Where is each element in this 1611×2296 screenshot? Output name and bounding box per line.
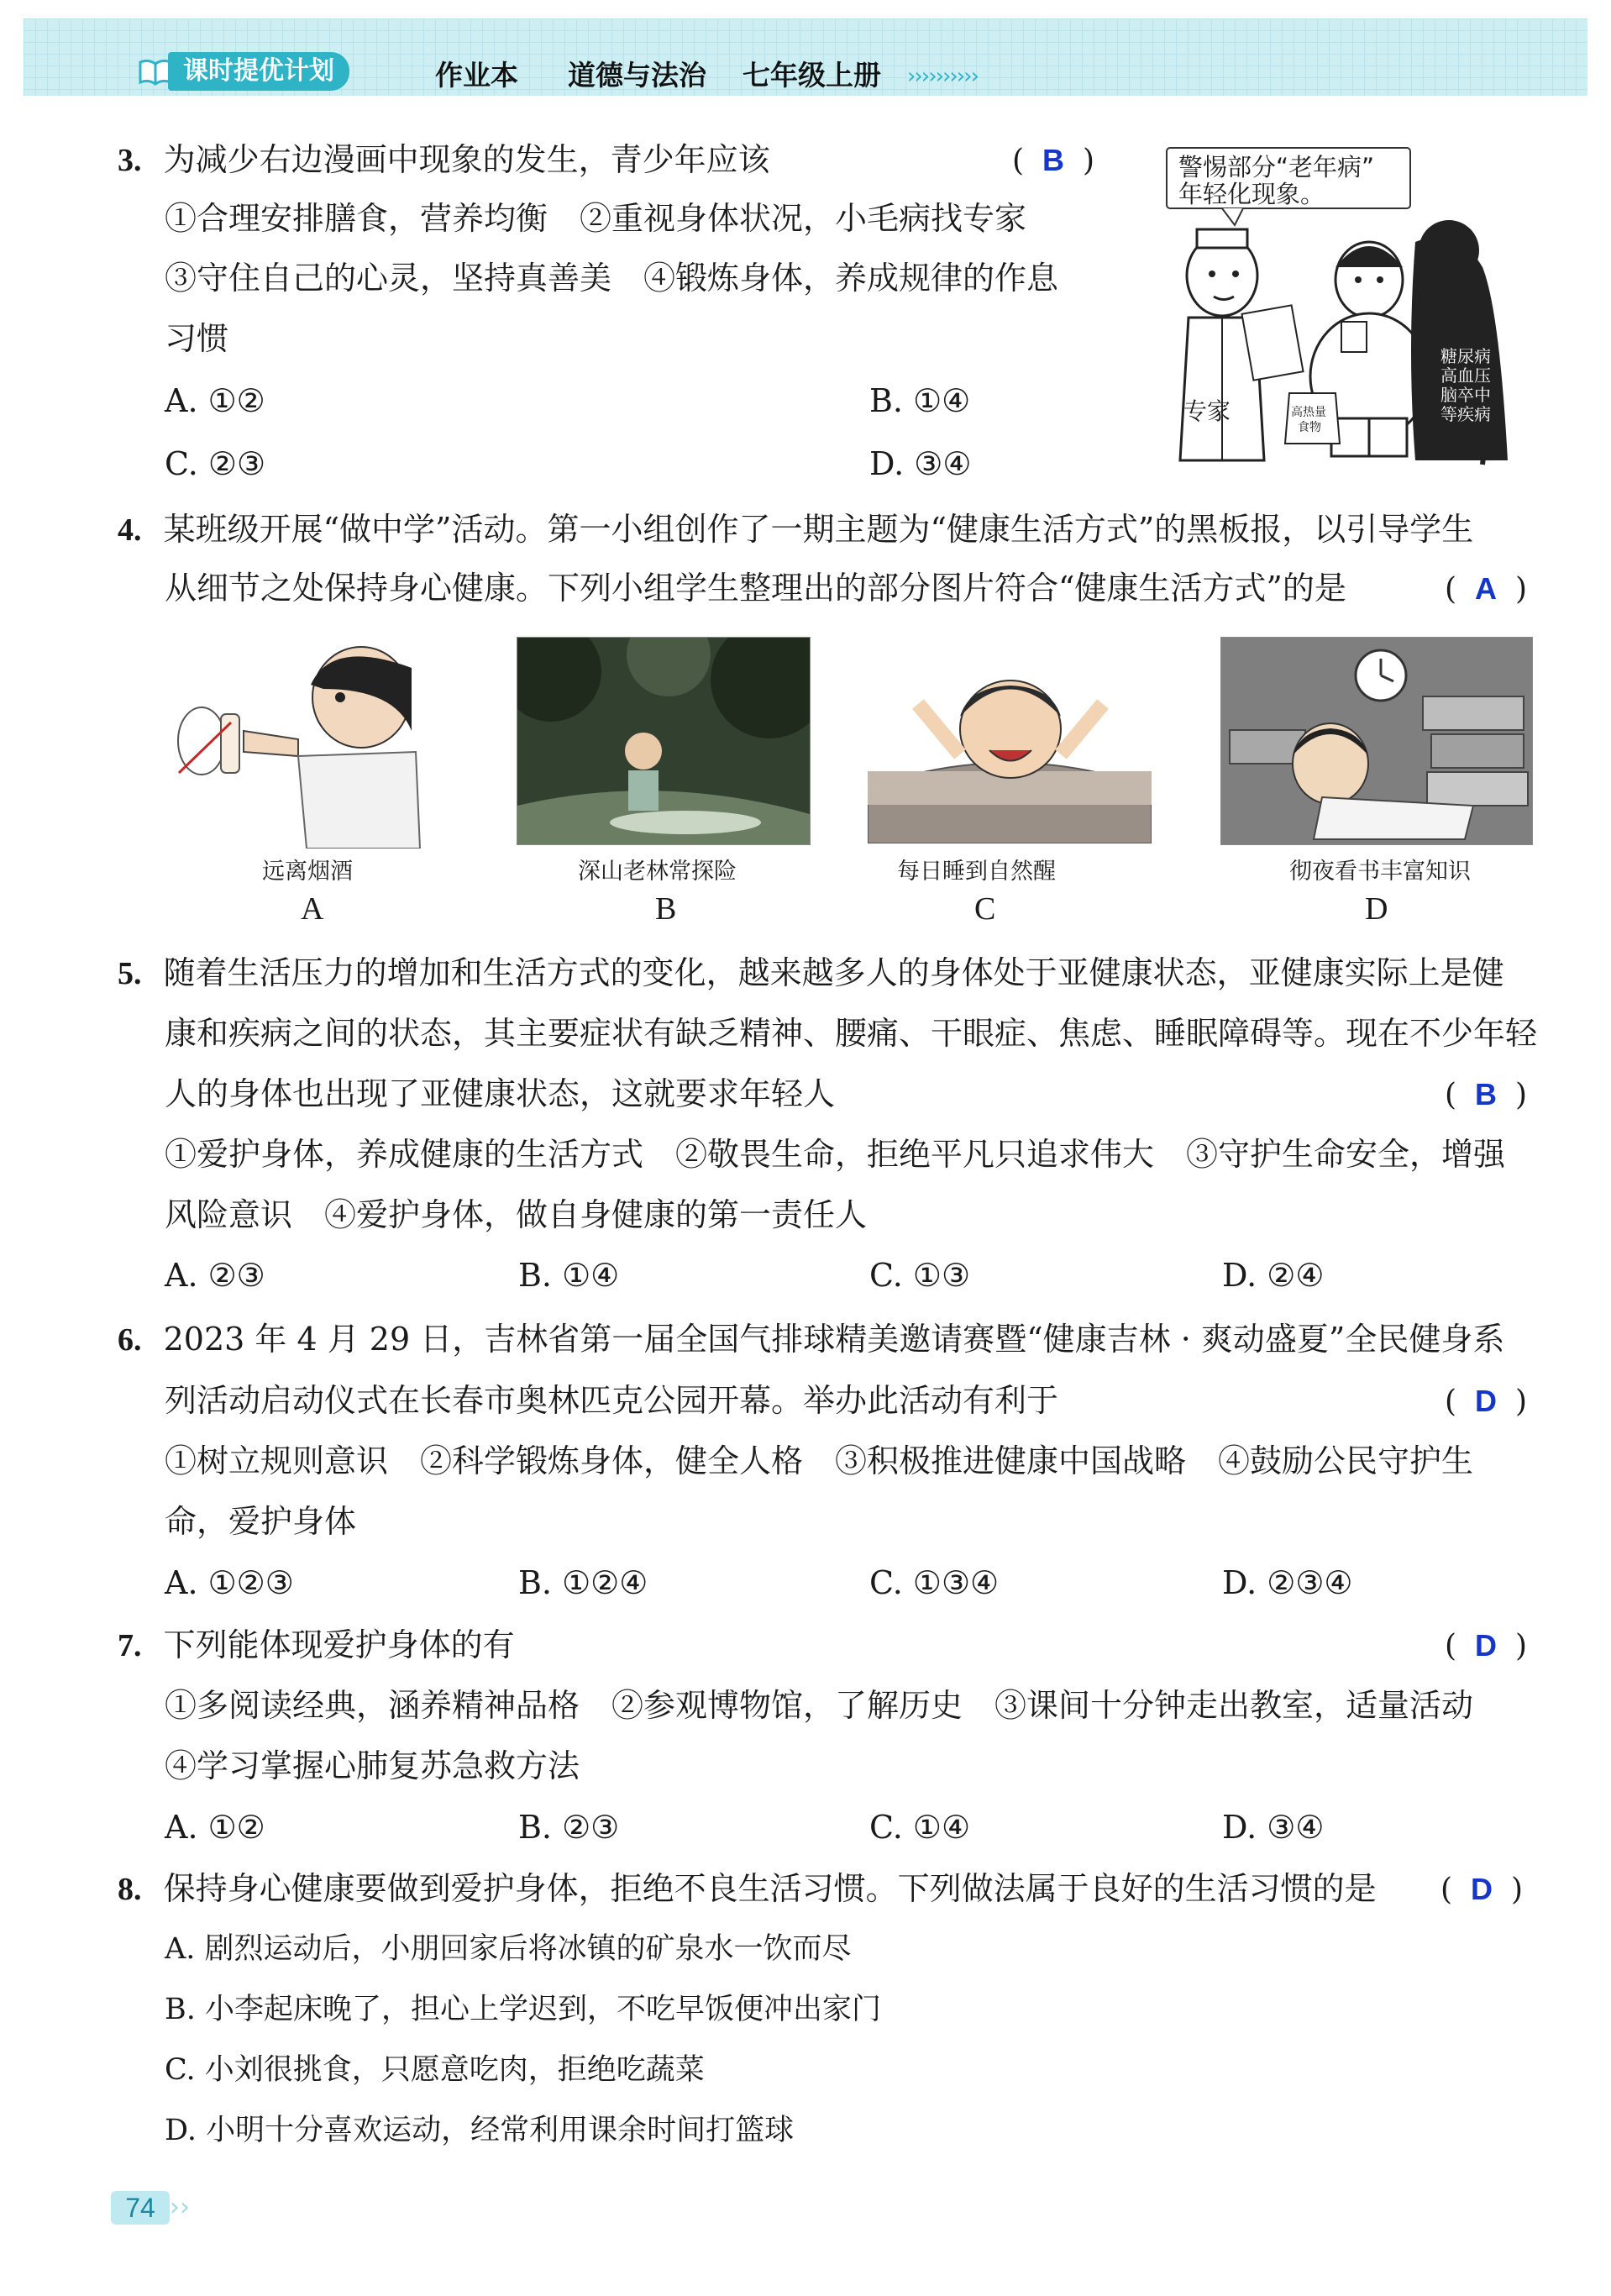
q4-stem-2: 从细节之处保持身心健康。下列小组学生整理出的部分图片符合“健康生活方式”的是 bbox=[165, 570, 1346, 607]
q7-number: 7. bbox=[118, 1628, 142, 1663]
pic-d-letter[interactable]: D bbox=[1365, 891, 1388, 927]
cartoon-bubble-line2: 年轻化现象。 bbox=[1178, 180, 1325, 208]
q7-option-c[interactable]: C. ①④ bbox=[869, 1809, 971, 1846]
cartoon-bag-label1: 高热量 bbox=[1291, 406, 1326, 419]
q6-statements-1: ①树立规则意识 ②科学锻炼身体，健全人格 ③积极推进健康中国战略 ④鼓励公民守护生 bbox=[165, 1442, 1474, 1479]
q5-line1 bbox=[118, 954, 1504, 992]
pic-b-caption: 深山老林常探险 bbox=[578, 859, 737, 885]
page-number-chevron-icon: ›› bbox=[170, 2193, 190, 2222]
q7-statements-2: ④学习掌握心肺复苏急救方法 bbox=[165, 1747, 580, 1784]
cartoon-expert-label: 专家 bbox=[1183, 397, 1231, 425]
pic-b-letter[interactable]: B bbox=[655, 891, 677, 927]
q6-number: 6. bbox=[118, 1322, 142, 1358]
q7-option-d[interactable]: D. ③④ bbox=[1222, 1809, 1325, 1846]
q6-answer: D bbox=[1475, 1384, 1498, 1418]
q6-option-d[interactable]: D. ②③④ bbox=[1222, 1564, 1353, 1601]
q6-stem-2: 列活动启动仪式在长春市奥林匹克公园开幕。举办此活动有利于 bbox=[165, 1382, 1059, 1419]
cartoon-bag-label2: 食物 bbox=[1298, 421, 1321, 434]
cartoon-disease-3: 脑卒中 bbox=[1440, 385, 1491, 405]
pic-d-frame bbox=[1220, 637, 1533, 845]
q4-stem-1: 某班级开展“做中学”活动。第一小组创作了一期主题为“健康生活方式”的黑板报，以引导学生 bbox=[163, 511, 1474, 548]
q5-answer: B bbox=[1475, 1077, 1498, 1111]
q7-option-a[interactable]: A. ①② bbox=[165, 1809, 265, 1846]
q3-number: 3. bbox=[118, 143, 142, 178]
cartoon-disease-2: 高血压 bbox=[1440, 365, 1491, 386]
q7-statements-1: ①多阅读经典，涵养精神品格 ②参观博物馆，了解历史 ③课间十分钟走出教室，适量活动 bbox=[165, 1687, 1474, 1724]
q4-line1 bbox=[118, 511, 1473, 549]
subject: 道德与法治 bbox=[568, 59, 706, 92]
q8-stem: 保持身心健康要做到爱护身体，拒绝不良生活习惯。下列做法属于良好的生活习惯的是 bbox=[163, 1870, 1377, 1907]
pic-a-letter[interactable]: A bbox=[301, 891, 324, 927]
q6-answer-box: ( D ) bbox=[1445, 1384, 1528, 1419]
pic-c-letter[interactable]: C bbox=[974, 891, 996, 927]
q7-answer-box: ( D ) bbox=[1445, 1628, 1528, 1663]
q5-option-d[interactable]: D. ②④ bbox=[1222, 1257, 1325, 1294]
pic-c-frame bbox=[868, 637, 1152, 843]
q6-stem-1: 2023 年 4 月 29 日，吉林省第一届全国气排球精美邀请赛暨“健康吉林 · 爽动盛夏”全民健身系 bbox=[163, 1321, 1505, 1358]
q7-answer: D bbox=[1475, 1628, 1498, 1663]
q8-answer-box: ( D ) bbox=[1440, 1872, 1524, 1907]
q7-line1 bbox=[118, 1626, 515, 1664]
q8-option-b[interactable]: B. 小李起床晚了，担心上学迟到，不吃早饭便冲出家门 bbox=[165, 1993, 881, 2026]
pic-a-drawing bbox=[172, 638, 449, 849]
q8-answer: D bbox=[1471, 1872, 1493, 1906]
open-book-icon bbox=[139, 57, 172, 86]
q6-statements-2: 命，爱护身体 bbox=[165, 1503, 357, 1540]
q3-stem-line bbox=[118, 141, 770, 179]
q4-answer-box: ( A ) bbox=[1445, 571, 1528, 607]
q6-option-b[interactable]: B. ①②④ bbox=[518, 1564, 648, 1601]
q5-option-c[interactable]: C. ①③ bbox=[869, 1257, 971, 1294]
q6-option-c[interactable]: C. ①③④ bbox=[869, 1564, 1000, 1601]
q3-statements-3: 习惯 bbox=[165, 320, 229, 357]
q5-stem-1: 随着生活压力的增加和生活方式的变化，越来越多人的身体处于亚健康状态，亚健康实际上是健 bbox=[163, 954, 1504, 991]
q7-option-b[interactable]: B. ②③ bbox=[518, 1809, 620, 1846]
cartoon-disease-4: 等疾病 bbox=[1440, 404, 1491, 424]
q8-number: 8. bbox=[118, 1872, 142, 1907]
book-type: 作业本 bbox=[435, 59, 518, 92]
q8-option-d[interactable]: D. 小明十分喜欢运动，经常利用课余时间打篮球 bbox=[165, 2114, 795, 2147]
q4-answer: A bbox=[1475, 571, 1498, 606]
brand-label: 课时提优计划 bbox=[168, 52, 349, 91]
pic-a-caption: 远离烟酒 bbox=[262, 859, 353, 885]
q5-statements-1: ①爱护身体，养成健康的生活方式 ②敬畏生命，拒绝平凡只追求伟大 ③守护生命安全，增强 bbox=[165, 1136, 1506, 1173]
pic-d-drawing bbox=[1221, 638, 1532, 844]
q6-line1 bbox=[118, 1321, 1504, 1358]
pic-c-caption: 每日睡到自然醒 bbox=[897, 859, 1056, 885]
q5-statements-2: 风险意识 ④爱护身体，做自身健康的第一责任人 bbox=[165, 1196, 868, 1233]
q3-stem: 为减少右边漫画中现象的发生，青少年应该 bbox=[163, 141, 770, 178]
q5-option-b[interactable]: B. ①④ bbox=[518, 1257, 620, 1294]
cartoon-bubble-line1: 警惕部分“老年病” bbox=[1178, 153, 1375, 181]
cartoon-disease-1: 糖尿病 bbox=[1440, 346, 1491, 366]
q3-statements-1: ①合理安排膳食，营养均衡 ②重视身体状况，小毛病找专家 bbox=[165, 200, 1027, 237]
health-cartoon bbox=[1163, 141, 1512, 477]
q3-answer-box: ( B ) bbox=[1012, 143, 1095, 178]
q6-option-a[interactable]: A. ①②③ bbox=[165, 1564, 294, 1601]
grade: 七年级上册 bbox=[743, 59, 881, 92]
q5-number: 5. bbox=[118, 956, 142, 991]
q5-option-a[interactable]: A. ②③ bbox=[165, 1257, 265, 1294]
pic-b-drawing bbox=[517, 638, 810, 844]
q5-stem-3: 人的身体也出现了亚健康状态，这就要求年轻人 bbox=[165, 1075, 836, 1112]
q5-answer-box: ( B ) bbox=[1445, 1077, 1528, 1112]
q4-number: 4. bbox=[118, 512, 142, 548]
q3-option-a[interactable]: A. ①② bbox=[165, 382, 265, 419]
q8-option-c[interactable]: C. 小刘很挑食，只愿意吃肉，拒绝吃蔬菜 bbox=[165, 2053, 705, 2087]
pic-d-caption: 彻夜看书丰富知识 bbox=[1289, 859, 1471, 885]
q3-statements-2: ③守住自己的心灵，坚持真善美 ④锻炼身体，养成规律的作息 bbox=[165, 260, 1059, 297]
q8-line1 bbox=[118, 1870, 1377, 1908]
header-chevrons: ›››››››››› bbox=[907, 64, 978, 89]
q3-option-c[interactable]: C. ②③ bbox=[165, 445, 266, 482]
q3-option-b[interactable]: B. ①④ bbox=[869, 382, 971, 419]
q3-answer: B bbox=[1042, 143, 1065, 177]
q7-stem: 下列能体现爱护身体的有 bbox=[163, 1626, 515, 1663]
q3-option-d[interactable]: D. ③④ bbox=[869, 445, 972, 482]
pic-b-frame bbox=[517, 637, 811, 845]
pic-c-drawing bbox=[868, 637, 1152, 843]
q5-stem-2: 康和疾病之间的状态，其主要症状有缺乏精神、腰痛、干眼症、焦虑、睡眠障碍等。现在不少年轻 bbox=[165, 1015, 1538, 1052]
q8-option-a[interactable]: A. 剧烈运动后，小朋回家后将冰镇的矿泉水一饮而尽 bbox=[165, 1932, 852, 1966]
page-number: 74 bbox=[111, 2191, 170, 2225]
